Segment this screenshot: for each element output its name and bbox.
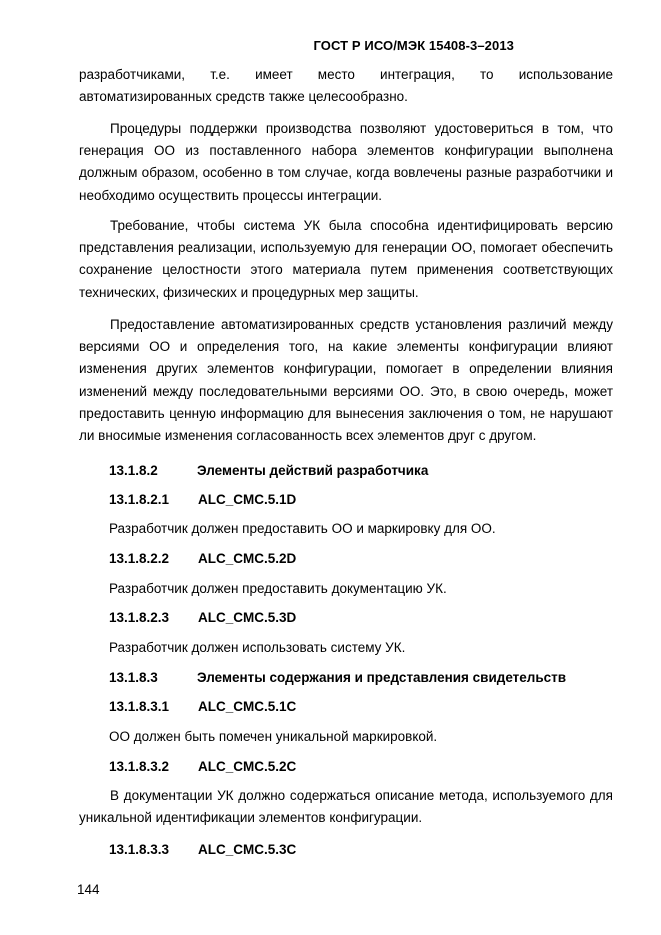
paragraph-line: разработчиками, т.е. имеет место интеграция, то использование <box>79 67 613 82</box>
paragraph-line: Предоставление автоматизированных средств установления различий между <box>110 317 613 332</box>
element-heading <box>109 609 297 627</box>
element-id: ALC_CMC.5.2C <box>198 759 297 774</box>
paragraph-line: должным образом, особенно в том случае, когда вовлечены разные разработчики и <box>79 165 613 181</box>
requirement-text <box>79 785 613 829</box>
page-number: 144 <box>77 882 100 897</box>
paragraph-line: изменений между последовательными версиями ОО. Это, в свою очередь, может <box>79 383 613 399</box>
paragraph <box>79 215 613 304</box>
paragraph <box>79 64 613 108</box>
requirement-text: Разработчик должен предоставить документацию УК. <box>109 581 447 596</box>
document-header: ГОСТ Р ИСО/МЭК 15408-3–2013 <box>313 38 514 53</box>
element-id: ALC_CMC.5.3C <box>198 842 297 857</box>
section-heading <box>109 462 429 480</box>
section-number: 13.1.8.2 <box>109 463 158 478</box>
section-number: 13.1.8.3.2 <box>109 759 170 774</box>
section-heading <box>109 669 567 687</box>
paragraph-line: ли вносимые изменения согласованность всех элементов друг с другом. <box>79 427 537 443</box>
section-number: 13.1.8.2.2 <box>109 551 170 566</box>
paragraph-line: Процедуры поддержки производства позволяют удостовериться в том, что <box>110 121 613 136</box>
element-id: ALC_CMC.5.1C <box>198 699 297 714</box>
paragraph-line: версиями ОО и определения того, на какие элементы конфигурации влияют <box>79 339 613 355</box>
element-heading <box>109 841 297 859</box>
section-title: Элементы действий разработчика <box>197 463 429 478</box>
paragraph-line: уникальной идентификации элементов конфигурации. <box>79 810 423 826</box>
section-number: 13.1.8.3 <box>109 670 158 685</box>
element-heading <box>109 550 297 568</box>
section-number: 13.1.8.3.3 <box>109 842 170 857</box>
element-id: ALC_CMC.5.3D <box>198 610 297 625</box>
element-id: ALC_CMC.5.1D <box>198 492 297 507</box>
element-heading <box>109 758 297 776</box>
requirement-text: Разработчик должен использовать систему УК. <box>109 640 406 655</box>
section-number: 13.1.8.2.1 <box>109 492 170 507</box>
section-number: 13.1.8.3.1 <box>109 699 170 714</box>
paragraph-line: Требование, чтобы система УК была способна идентифицировать версию <box>110 218 613 233</box>
element-heading <box>109 698 297 716</box>
paragraph-line: технических, физических и процедурных мер защиты. <box>79 284 419 300</box>
section-number: 13.1.8.2.3 <box>109 610 170 625</box>
element-id: ALC_CMC.5.2D <box>198 551 297 566</box>
paragraph-line: В документации УК должно содержаться описание метода, используемого для <box>110 788 613 803</box>
paragraph-line: сохранение целостности этого материала путем применения соответствующих <box>79 262 613 278</box>
paragraph-line: необходимо осуществить процессы интеграции. <box>79 187 383 203</box>
paragraph-line: предоставить ценную информацию для вынесения заключения о том, не нарушают <box>79 405 613 421</box>
paragraph <box>79 314 613 447</box>
requirement-text: Разработчик должен предоставить ОО и маркировку для ОО. <box>109 521 496 536</box>
section-title: Элементы содержания и представления свидетельств <box>197 670 567 685</box>
paragraph-line: изменения других элементов конфигурации, помогает в определении влияния <box>79 361 613 377</box>
requirement-text: ОО должен быть помечен уникальной маркировкой. <box>109 729 438 744</box>
paragraph <box>79 118 613 207</box>
paragraph-line: генерация ОО из поставленного набора элементов конфигурации выполнена <box>79 143 613 159</box>
paragraph-line: автоматизированных средств также целесообразно. <box>79 89 408 105</box>
paragraph-line: представления реализации, используемую для генерации ОО, помогает обеспечить <box>79 240 613 256</box>
element-heading <box>109 491 297 509</box>
